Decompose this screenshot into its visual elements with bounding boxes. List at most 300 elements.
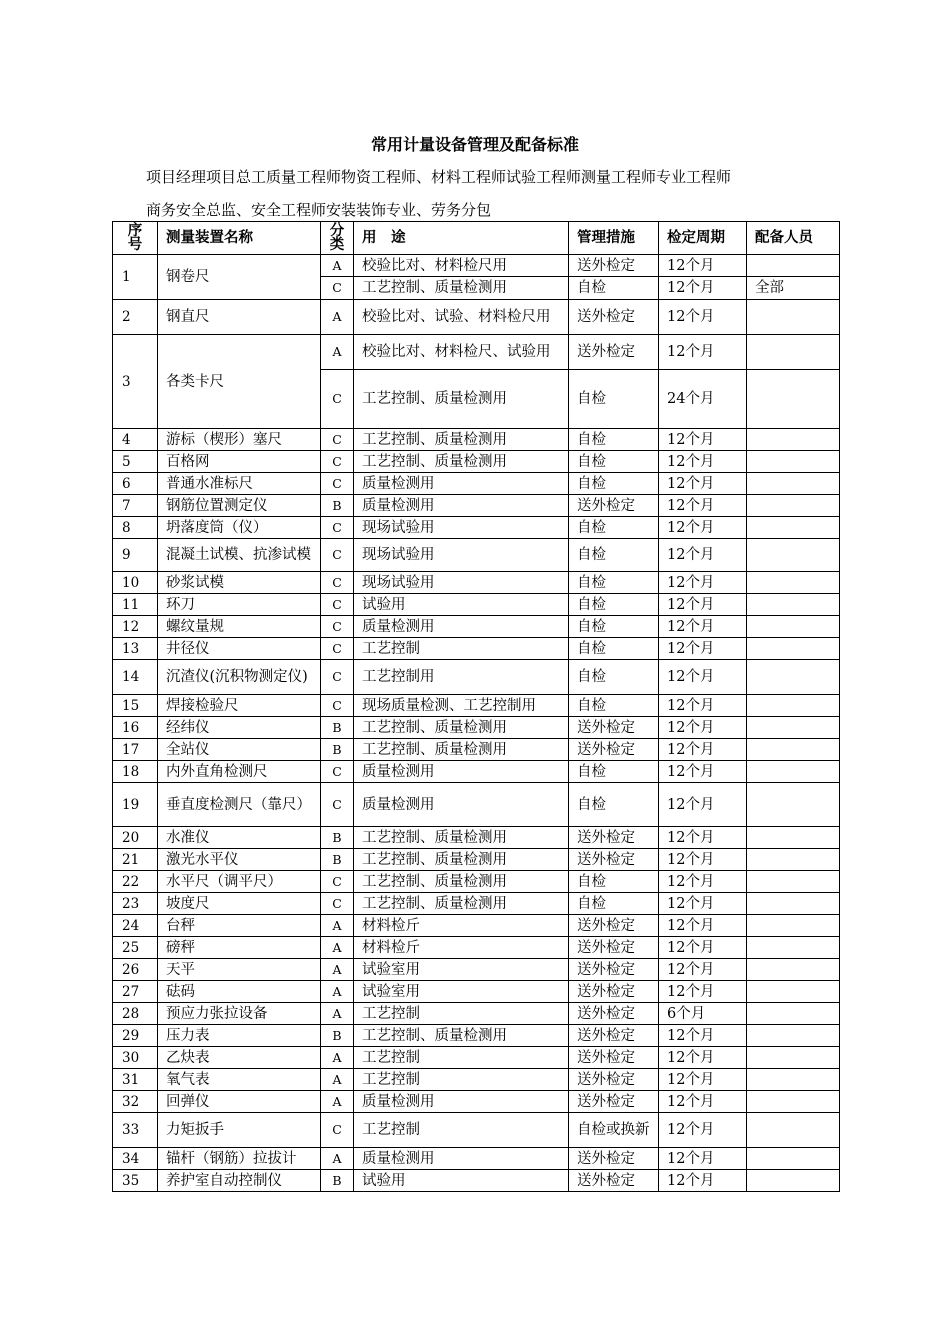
period-cell: 12个月 [659,849,747,871]
row-number: 7 [113,495,158,517]
row-number: 19 [113,783,158,827]
period-cell: 12个月 [659,517,747,539]
equipment-name: 天平 [158,959,321,981]
row-number: 5 [113,451,158,473]
period-cell: 12个月 [659,893,747,915]
mgmt-cell: 送外检定 [569,1170,659,1192]
row-number: 32 [113,1091,158,1113]
table-row [113,539,840,572]
row-number: 9 [113,539,158,572]
table-row [113,1069,840,1091]
row-number: 35 [113,1170,158,1192]
staff-cell [747,255,840,277]
class-cell: A [321,1047,354,1069]
equipment-name: 沉渣仪(沉积物测定仪) [158,660,321,695]
use-cell: 质量检测用 [354,1148,569,1170]
table-row [113,594,840,616]
use-cell: 工艺控制、质量检测用 [354,717,569,739]
class-cell: C [321,761,354,783]
mgmt-cell: 自检 [569,429,659,451]
row-number: 11 [113,594,158,616]
equipment-name: 砝码 [158,981,321,1003]
use-cell: 工艺控制、质量检测用 [354,893,569,915]
row-number: 17 [113,739,158,761]
use-cell: 质量检测用 [354,783,569,827]
equipment-name: 内外直角检测尺 [158,761,321,783]
class-cell: B [321,1170,354,1192]
row-number: 23 [113,893,158,915]
personnel-line-1: 项目经理项目总工质量工程师物资工程师、材料工程师试验工程师测量工程师专业工程师 [146,168,732,186]
period-cell: 12个月 [659,1170,747,1192]
period-cell: 12个月 [659,915,747,937]
row-number: 21 [113,849,158,871]
equipment-name: 混凝土试模、抗渗试模 [158,539,321,572]
mgmt-cell: 送外检定 [569,717,659,739]
staff-cell [747,1148,840,1170]
mgmt-cell: 自检 [569,517,659,539]
class-cell: C [321,638,354,660]
period-cell: 12个月 [659,1113,747,1148]
table-row [113,1113,840,1148]
use-cell: 工艺控制 [354,1047,569,1069]
staff-cell [747,717,840,739]
mgmt-cell: 送外检定 [569,1047,659,1069]
equipment-name: 全站仪 [158,739,321,761]
period-cell: 12个月 [659,277,747,300]
use-cell: 质量检测用 [354,616,569,638]
class-cell: C [321,594,354,616]
staff-cell [747,539,840,572]
equipment-name: 坍落度筒（仪） [158,517,321,539]
mgmt-cell: 自检 [569,638,659,660]
period-cell: 12个月 [659,871,747,893]
class-cell: B [321,1025,354,1047]
mgmt-cell: 送外检定 [569,739,659,761]
table-row [113,717,840,739]
class-cell: C [321,429,354,451]
equipment-name: 坡度尺 [158,893,321,915]
equipment-name: 水平尺（调平尺） [158,871,321,893]
use-cell: 现场试验用 [354,572,569,594]
use-cell: 工艺控制 [354,1069,569,1091]
class-cell: C [321,893,354,915]
table-row [113,827,840,849]
header-class: 分 类 [321,222,354,255]
mgmt-cell: 送外检定 [569,255,659,277]
row-number: 4 [113,429,158,451]
class-cell: A [321,1003,354,1025]
class-cell: A [321,1091,354,1113]
period-cell: 12个月 [659,761,747,783]
equipment-name: 螺纹量规 [158,616,321,638]
equipment-name: 游标（楔形）塞尺 [158,429,321,451]
period-cell: 12个月 [659,695,747,717]
equipment-name: 磅秤 [158,937,321,959]
row-number: 20 [113,827,158,849]
class-cell: C [321,871,354,893]
class-cell: C [321,1113,354,1148]
staff-cell [747,616,840,638]
equipment-name: 锚杆（钢筋）拉拔计 [158,1148,321,1170]
period-cell: 12个月 [659,739,747,761]
use-cell: 材料检斤 [354,937,569,959]
use-cell: 试验用 [354,594,569,616]
class-cell: C [321,473,354,495]
mgmt-cell: 送外检定 [569,300,659,335]
mgmt-cell: 自检 [569,871,659,893]
mgmt-cell: 送外检定 [569,495,659,517]
period-cell: 12个月 [659,300,747,335]
table-row [113,495,840,517]
equipment-name: 井径仪 [158,638,321,660]
use-cell: 工艺控制、质量检测用 [354,277,569,300]
period-cell: 12个月 [659,660,747,695]
use-cell: 工艺控制、质量检测用 [354,429,569,451]
row-number: 1 [113,255,158,300]
use-cell: 工艺控制用 [354,660,569,695]
class-cell: C [321,451,354,473]
class-cell: B [321,827,354,849]
period-cell: 12个月 [659,451,747,473]
staff-cell [747,1091,840,1113]
staff-cell [747,1113,840,1148]
staff-cell [747,473,840,495]
use-cell: 试验用 [354,1170,569,1192]
header-period: 检定周期 [659,222,747,255]
mgmt-cell: 自检 [569,277,659,300]
class-cell: A [321,937,354,959]
staff-cell [747,893,840,915]
use-cell: 质量检测用 [354,495,569,517]
row-number: 24 [113,915,158,937]
row-number: 3 [113,335,158,429]
staff-cell [747,1047,840,1069]
staff-cell [747,572,840,594]
staff-cell [747,695,840,717]
staff-cell [747,594,840,616]
mgmt-cell: 自检 [569,695,659,717]
class-cell: B [321,495,354,517]
table-row [113,638,840,660]
table-row [113,783,840,827]
staff-cell [747,517,840,539]
row-number: 6 [113,473,158,495]
period-cell: 12个月 [659,827,747,849]
equipment-name: 水准仪 [158,827,321,849]
class-cell: C [321,660,354,695]
staff-cell [747,761,840,783]
period-cell: 12个月 [659,1069,747,1091]
staff-cell [747,871,840,893]
table-header-row [113,222,840,255]
equipment-name: 经纬仪 [158,717,321,739]
mgmt-cell: 送外检定 [569,849,659,871]
mgmt-cell: 送外检定 [569,335,659,370]
mgmt-cell: 送外检定 [569,827,659,849]
staff-cell [747,495,840,517]
period-cell: 12个月 [659,1091,747,1113]
class-cell: C [321,695,354,717]
mgmt-cell: 自检 [569,660,659,695]
mgmt-cell: 自检 [569,572,659,594]
equipment-name: 力矩扳手 [158,1113,321,1148]
use-cell: 质量检测用 [354,473,569,495]
mgmt-cell: 送外检定 [569,1003,659,1025]
page-title: 常用计量设备管理及配备标准 [370,135,579,154]
table-row [113,695,840,717]
use-cell: 工艺控制、质量检测用 [354,849,569,871]
mgmt-cell: 送外检定 [569,1091,659,1113]
mgmt-cell: 自检 [569,616,659,638]
row-number: 33 [113,1113,158,1148]
equipment-name: 压力表 [158,1025,321,1047]
equipment-name: 百格网 [158,451,321,473]
staff-cell [747,1025,840,1047]
mgmt-cell: 自检 [569,370,659,429]
table-row [113,871,840,893]
staff-cell [747,1069,840,1091]
table-row [113,517,840,539]
use-cell: 工艺控制、质量检测用 [354,451,569,473]
row-number: 15 [113,695,158,717]
table-row [113,1003,840,1025]
mgmt-cell: 送外检定 [569,937,659,959]
staff-cell [747,638,840,660]
class-cell: A [321,300,354,335]
period-cell: 12个月 [659,1047,747,1069]
equipment-name: 激光水平仪 [158,849,321,871]
table-row [113,616,840,638]
table-row [113,849,840,871]
staff-cell [747,660,840,695]
use-cell: 质量检测用 [354,761,569,783]
use-cell: 工艺控制、质量检测用 [354,1025,569,1047]
table-row [113,739,840,761]
equipment-name: 钢筋位置测定仪 [158,495,321,517]
table-row [113,429,840,451]
period-cell: 12个月 [659,539,747,572]
row-number: 29 [113,1025,158,1047]
mgmt-cell: 送外检定 [569,1069,659,1091]
period-cell: 12个月 [659,1148,747,1170]
equipment-name: 预应力张拉设备 [158,1003,321,1025]
row-number: 10 [113,572,158,594]
row-number: 26 [113,959,158,981]
table-row [113,981,840,1003]
staff-cell [747,827,840,849]
table-row [113,1047,840,1069]
use-cell: 现场质量检测、工艺控制用 [354,695,569,717]
class-cell: A [321,959,354,981]
use-cell: 工艺控制、质量检测用 [354,739,569,761]
mgmt-cell: 自检 [569,761,659,783]
class-cell: A [321,915,354,937]
equipment-name: 各类卡尺 [158,335,321,429]
equipment-name: 养护室自动控制仪 [158,1170,321,1192]
table-row [113,959,840,981]
equipment-name: 钢直尺 [158,300,321,335]
row-number: 14 [113,660,158,695]
table-row [113,300,840,335]
equipment-name: 钢卷尺 [158,255,321,300]
use-cell: 工艺控制 [354,1113,569,1148]
staff-cell [747,937,840,959]
period-cell: 12个月 [659,255,747,277]
use-cell: 试验室用 [354,959,569,981]
row-number: 16 [113,717,158,739]
row-number: 30 [113,1047,158,1069]
class-cell: B [321,717,354,739]
use-cell: 工艺控制、质量检测用 [354,370,569,429]
header-mgmt: 管理措施 [569,222,659,255]
table-row [113,1170,840,1192]
equipment-name: 氧气表 [158,1069,321,1091]
row-number: 18 [113,761,158,783]
table-row [113,660,840,695]
header-use: 用 途 [354,222,569,255]
mgmt-cell: 送外检定 [569,959,659,981]
use-cell: 工艺控制、质量检测用 [354,827,569,849]
period-cell: 12个月 [659,981,747,1003]
period-cell: 12个月 [659,495,747,517]
table-row [113,1091,840,1113]
staff-cell [747,739,840,761]
class-cell: C [321,616,354,638]
use-cell: 校验比对、材料检尺、试验用 [354,335,569,370]
class-cell: C [321,572,354,594]
mgmt-cell: 自检 [569,539,659,572]
period-cell: 12个月 [659,594,747,616]
class-cell: B [321,739,354,761]
row-number: 25 [113,937,158,959]
table-row [113,915,840,937]
mgmt-cell: 送外检定 [569,1148,659,1170]
staff-cell [747,451,840,473]
period-cell: 12个月 [659,717,747,739]
period-cell: 12个月 [659,616,747,638]
table-row [113,893,840,915]
use-cell: 现场试验用 [354,539,569,572]
staff-cell [747,1170,840,1192]
staff-cell [747,370,840,429]
staff-cell [747,849,840,871]
use-cell: 工艺控制、质量检测用 [354,871,569,893]
table-body [113,255,840,1192]
staff-cell [747,959,840,981]
staff-cell [747,429,840,451]
period-cell: 12个月 [659,572,747,594]
table-row [113,473,840,495]
row-number: 31 [113,1069,158,1091]
mgmt-cell: 自检 [569,893,659,915]
use-cell: 校验比对、材料检尺用 [354,255,569,277]
equipment-name: 台秤 [158,915,321,937]
period-cell: 12个月 [659,473,747,495]
table-row [113,761,840,783]
use-cell: 材料检斤 [354,915,569,937]
class-cell: C [321,277,354,300]
staff-cell: 全部 [747,277,840,300]
row-number: 12 [113,616,158,638]
personnel-line-2: 商务安全总监、安全工程师安装装饰专业、劳务分包 [146,201,492,219]
class-cell: C [321,370,354,429]
table-row [113,1148,840,1170]
mgmt-cell: 自检 [569,473,659,495]
mgmt-cell: 自检 [569,594,659,616]
period-cell: 24个月 [659,370,747,429]
equipment-name: 乙炔表 [158,1047,321,1069]
row-number: 8 [113,517,158,539]
equipment-name: 砂浆试模 [158,572,321,594]
header-seq: 序 号 [113,222,158,255]
class-cell: A [321,335,354,370]
use-cell: 工艺控制 [354,1003,569,1025]
equipment-table [112,221,840,1192]
period-cell: 12个月 [659,1025,747,1047]
header-name: 测量装置名称 [158,222,321,255]
equipment-name: 焊接检验尺 [158,695,321,717]
class-cell: B [321,849,354,871]
row-number: 22 [113,871,158,893]
row-number: 2 [113,300,158,335]
staff-cell [747,1003,840,1025]
table-row [113,255,840,277]
use-cell: 试验室用 [354,981,569,1003]
mgmt-cell: 自检 [569,783,659,827]
equipment-name: 回弹仪 [158,1091,321,1113]
period-cell: 12个月 [659,959,747,981]
mgmt-cell: 自检 [569,451,659,473]
class-cell: A [321,1148,354,1170]
use-cell: 质量检测用 [354,1091,569,1113]
class-cell: C [321,539,354,572]
class-cell: A [321,255,354,277]
period-cell: 12个月 [659,783,747,827]
mgmt-cell: 自检或换新 [569,1113,659,1148]
row-number: 34 [113,1148,158,1170]
staff-cell [747,300,840,335]
table-row [113,451,840,473]
mgmt-cell: 送外检定 [569,1025,659,1047]
class-cell: A [321,981,354,1003]
equipment-name: 普通水准标尺 [158,473,321,495]
staff-cell [747,981,840,1003]
table-row [113,937,840,959]
header-staff: 配备人员 [747,222,840,255]
table-row [113,1025,840,1047]
table-row [113,572,840,594]
period-cell: 12个月 [659,638,747,660]
class-cell: C [321,783,354,827]
equipment-name: 垂直度检测尺（靠尺） [158,783,321,827]
period-cell: 6个月 [659,1003,747,1025]
use-cell: 校验比对、试验、材料检尺用 [354,300,569,335]
row-number: 27 [113,981,158,1003]
period-cell: 12个月 [659,937,747,959]
equipment-name: 环刀 [158,594,321,616]
use-cell: 现场试验用 [354,517,569,539]
period-cell: 12个月 [659,429,747,451]
period-cell: 12个月 [659,335,747,370]
row-number: 13 [113,638,158,660]
use-cell: 工艺控制 [354,638,569,660]
mgmt-cell: 送外检定 [569,981,659,1003]
table-row [113,335,840,370]
staff-cell [747,783,840,827]
class-cell: C [321,517,354,539]
staff-cell [747,335,840,370]
row-number: 28 [113,1003,158,1025]
